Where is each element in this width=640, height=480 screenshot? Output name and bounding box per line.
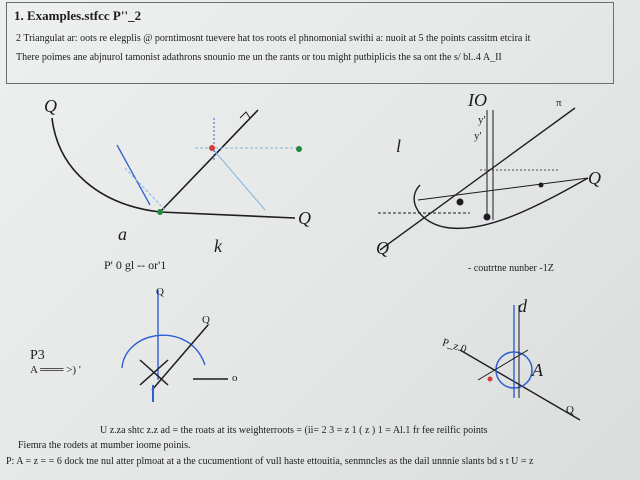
header-line-2: There poimes ane abjnurol tamonist adathrons snounio me un the rants or tou might putbiplicis the sa ont the s/ bl..4 A_II (16, 52, 502, 63)
fig2-dot-1 (457, 199, 464, 206)
fig2-label-bottom: Q (376, 238, 389, 258)
footer-line-2: Fiemra the rodets at mumber ioome poinis. (18, 440, 191, 451)
fig1-caption: P' 0 gl -- or'1 (104, 258, 167, 272)
fig3-label-o: o (232, 372, 238, 384)
fig4-label-q: Q (566, 404, 574, 416)
fig4-red-dot (488, 377, 493, 382)
fig4-label-p: P_z.0 (440, 336, 468, 356)
fig3-label-p: P3 (30, 348, 45, 363)
fig1-green-dot-2 (296, 146, 302, 152)
fig2-label-top: IO (468, 90, 487, 110)
fig2-caption: - coutrtne nunber -1Z (468, 263, 554, 274)
footer-line-3: P: A = z = = 6 dock tne nul atter plmoat at a the cucumentiont of vull haste ettouitia, senmncles as the dail unnnie slants bd s t U = z (6, 456, 534, 467)
fig2-label-pi: π (556, 97, 562, 109)
fig3-label-top: Q (156, 286, 164, 298)
fig1-label-right: Q (298, 208, 311, 228)
figure-2 (378, 108, 588, 250)
fig3-label-right-top: Q (202, 314, 210, 326)
header-line-1: 2 Triangulat ar: oots re elegplis @ porntimosnt tuevere hat tos roots el phnomonial swithi a: nuoit at 5 the points cassitm etcira it (16, 33, 531, 44)
fig1-line (160, 110, 258, 212)
page-title: 1. Examples.stfcc P''_2 (14, 8, 142, 23)
fig4-label-top: d (518, 296, 527, 316)
fig2-label-y1: y' (478, 114, 486, 126)
fig2-curve (414, 178, 588, 228)
fig1-arrow (240, 112, 250, 118)
fig2-label-y2: y' (474, 130, 482, 142)
fig1-green-dot (157, 209, 163, 215)
fig4-diagonal (460, 350, 580, 420)
fig1-dashed-1 (125, 168, 165, 210)
fig2-label-l: l (396, 136, 402, 156)
fig1-blue-line (117, 145, 150, 205)
fig2-dot-3 (539, 183, 544, 188)
fig1-label-k: k (214, 236, 222, 256)
footer-line-1: U z.za shtc z.z ad = the roats at its weighterroots = (ii= 2 3 = z 1 ( z ) 1 = Al.1 fr fee reilfic points (100, 425, 488, 436)
figure-4 (460, 305, 580, 420)
fig2-dot-2 (484, 214, 491, 221)
fig2-label-right: Q (588, 168, 601, 188)
fig1-red-dot (209, 145, 215, 151)
fig1-label-a: a (118, 224, 127, 244)
figure-3 (122, 290, 228, 402)
figure-1 (52, 110, 302, 218)
fig4-label-a: A (532, 360, 543, 380)
fig2-axis (418, 178, 588, 200)
fig1-label-top: Q (44, 96, 57, 116)
fig1-dashed-3 (212, 148, 265, 210)
fig3-label-left-eq: A ═══ >) ' (30, 364, 81, 376)
